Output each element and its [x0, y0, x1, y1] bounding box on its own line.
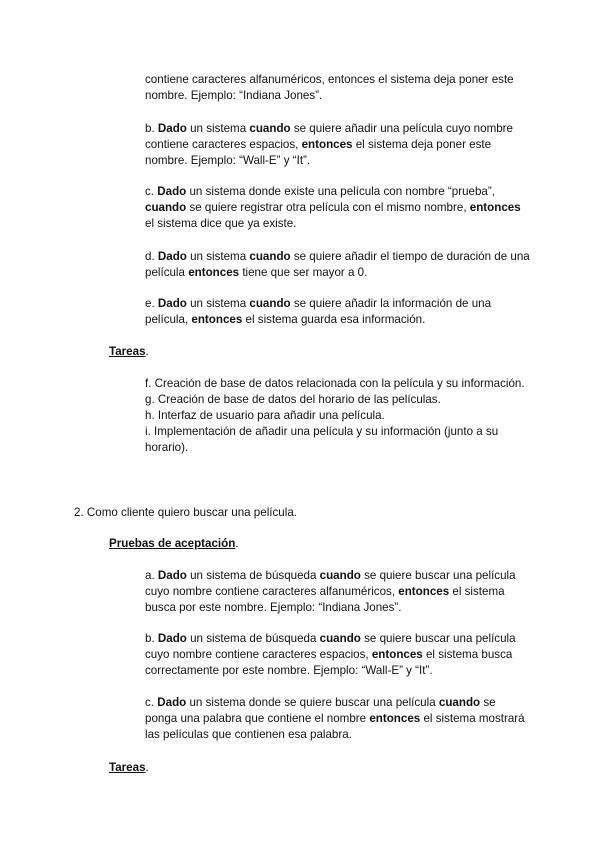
criterion-c: c. Dado un sistema donde existe una película con nombre “prueba”, cuando se quiere registrar otra película con el mismo nombre, entonces el sistema dice que ya existe.	[145, 185, 521, 230]
search-criterion-c: c. Dado un sistema donde se quiere buscar una película cuando se ponga una palabra que contiene el nombre entonces el sistema mostrará las películas que contienen esa palabra.	[145, 696, 525, 741]
task-item-h: h. Interfaz de usuario para añadir una película.	[145, 409, 385, 422]
search-criterion-b: b. Dado un sistema de búsqueda cuando se quiere buscar una película cuyo nombre contiene caracteres espacios, entonces el sistema busca correctamente por este nombre. Ejemplo: “Wall-E” y “It”.	[145, 632, 516, 677]
criterion-a-continuation: contiene caracteres alfanuméricos, entonces el sistema deja poner este nombre. Ejemplo: “Indiana Jones”.	[145, 73, 514, 102]
task-list-1	[145, 376, 530, 456]
task-item-i: i. Implementación de añadir una película y su información (junto a su horario).	[145, 425, 499, 454]
task-item-g: g. Creación de base de datos del horario de las películas.	[145, 393, 441, 406]
criterion-d: d. Dado un sistema cuando se quiere añadir el tiempo de duración de una película entonces tiene que ser mayor a 0.	[145, 250, 530, 279]
tasks-heading-2: Tareas.	[109, 761, 149, 774]
user-story-2-title: 2. Como cliente quiero buscar una película.	[74, 506, 297, 519]
criterion-e: e. Dado un sistema cuando se quiere añadir la información de una película, entonces el sistema guarda esa información.	[145, 297, 492, 326]
acceptance-tests-heading: Pruebas de aceptación.	[109, 537, 239, 550]
search-criterion-a: a. Dado un sistema de búsqueda cuando se quiere buscar una película cuyo nombre contiene caracteres alfanuméricos, entonces el sistema busca por este nombre. Ejemplo: “Indiana Jones”.	[145, 569, 516, 614]
criterion-b: b. Dado un sistema cuando se quiere añadir una película cuyo nombre contiene caracteres espacios, entonces el sistema deja poner este nombre. Ejemplo: “Wall-E” y “It”.	[145, 122, 513, 167]
tasks-heading-1: Tareas.	[109, 345, 149, 358]
task-item-f: f. Creación de base de datos relacionada con la película y su información.	[145, 377, 525, 390]
